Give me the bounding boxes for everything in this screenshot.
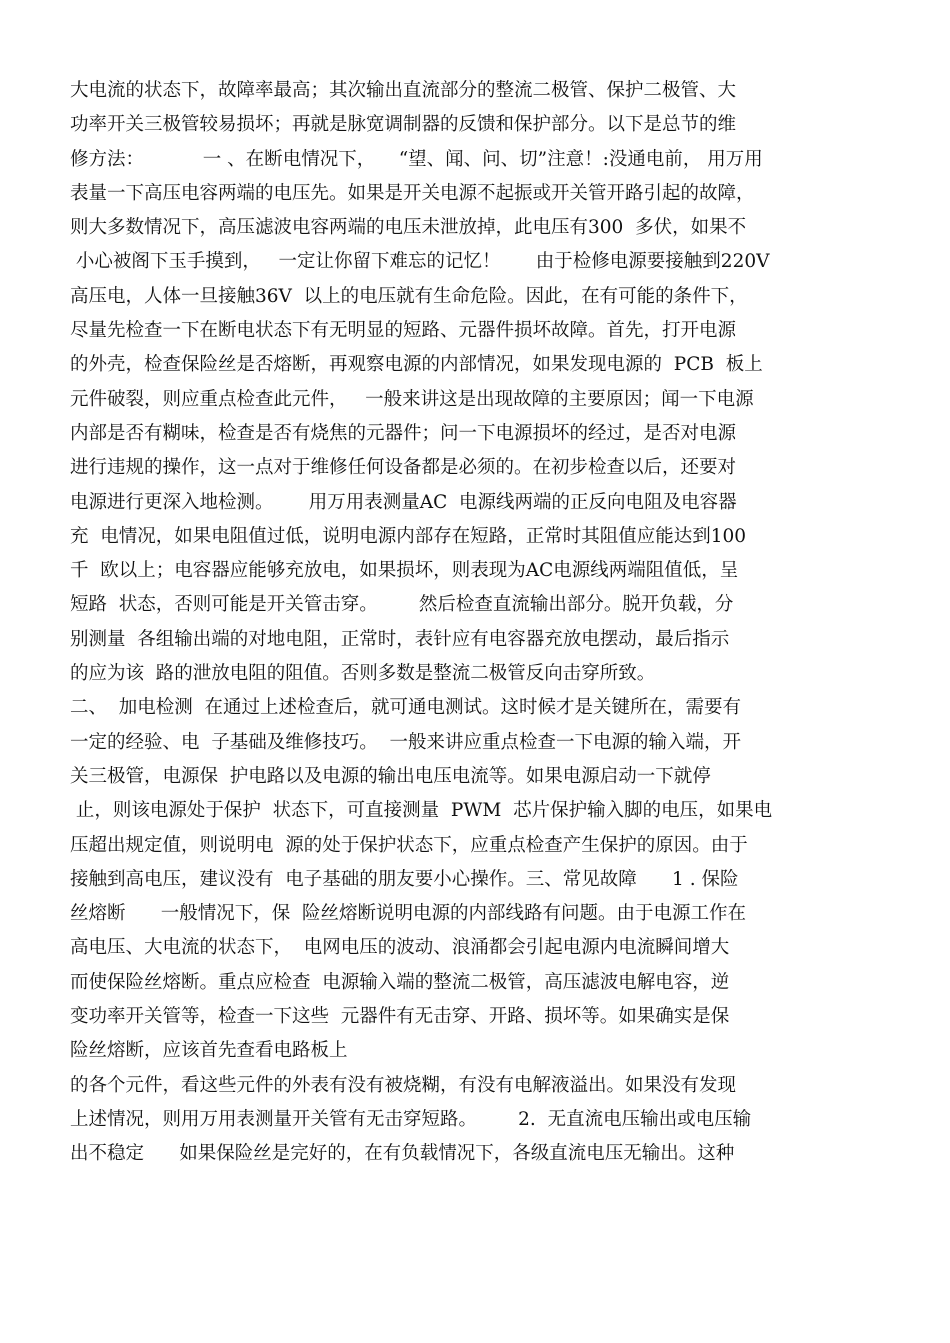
text-line: 千 欧以上；电容器应能够充放电，如果损坏，则表现为AC电源线两端阻值低，呈: [70, 560, 739, 582]
text-line: 元件破裂，则应重点检查此元件， 一般来讲这是出现故障的主要原因；闻一下电源: [70, 388, 754, 410]
text-line: 丝熔断 一般情况下，保 险丝熔断说明电源的内部线路有问题。由于电源工作在: [70, 903, 747, 925]
body-text: [70, 74, 885, 1172]
text-line: 高压电，人体一旦接触36V 以上的电压就有生命危险。因此，在有可能的条件下，: [70, 285, 748, 307]
text-line: 修方法： 一 、在断电情况下， “望、闻、问、切”注意！:没通电前， 用万用: [70, 148, 763, 170]
text-line: 尽量先检查一下在断电状态下有无明显的短路、元器件损坏故障。首先，打开电源: [70, 320, 737, 342]
text-line: 的外壳，检查保险丝是否熔断，再观察电源的内部情况，如果发现电源的 PCB 板上: [70, 354, 763, 376]
text-line: 别测量 各组输出端的对地电阻，正常时，表针应有电容器充放电摆动，最后指示: [70, 628, 730, 650]
text-line: 变功率开关管等，检查一下这些 元器件有无击穿、开路、损坏等。如果确实是保: [70, 1006, 730, 1028]
text-line: 小心被阁下玉手摸到， 一定让你留下难忘的记忆！ 由于检修电源要接触到220V: [70, 251, 770, 273]
text-line: 接触到高电压，建议没有 电子基础的朋友要小心操作。三、常见故障 1 . 保险: [70, 868, 739, 890]
text-line: 出不稳定 如果保险丝是完好的，在有负载情况下，各级直流电压无输出。这种: [70, 1143, 735, 1165]
text-line: 压超出规定值，则说明电 源的处于保护状态下，应重点检查产生保护的原因。由于: [70, 834, 748, 856]
text-line: 而使保险丝熔断。重点应检查 电源输入端的整流二极管，高压滤波电解电容，逆: [70, 971, 730, 993]
text-line: 充 电情况，如果电阻值过低，说明电源内部存在短路，正常时其阻值应能达到100: [70, 525, 747, 547]
text-line: 则大多数情况下，高压滤波电容两端的电压未泄放掉，此电压有300 多伏，如果不: [70, 217, 747, 239]
text-line: 关三极管，电源保 护电路以及电源的输出电压电流等。如果电源启动一下就停: [70, 765, 711, 787]
text-line: 内部是否有糊味，检查是否有烧焦的元器件；问一下电源损坏的经过，是否对电源: [70, 422, 737, 444]
text-line: 表量一下高压电容两端的电压先。如果是开关电源不起振或开关管开路引起的故障，: [70, 182, 755, 204]
text-line: 高电压、大电流的状态下， 电网电压的波动、浪涌都会引起电源内电流瞬间增大: [70, 937, 730, 959]
text-line: 功率开关三极管较易损坏；再就是脉宽调制器的反馈和保护部分。以下是总节的维: [70, 114, 737, 136]
text-line: 的各个元件，看这些元件的外表有没有被烧糊，有没有电解液溢出。如果没有发现: [70, 1074, 737, 1096]
text-line: 一定的经验、电 子基础及维修技巧。 一般来讲应重点检查一下电源的输入端，开: [70, 731, 742, 753]
text-line: 二、 加电检测 在通过上述检查后，就可通电测试。这时候才是关键所在，需要有: [70, 697, 742, 719]
text-line: 进行违规的操作，这一点对于维修任何设备都是必须的。在初步检查以后，还要对: [70, 457, 737, 479]
text-line: 大电流的状态下，故障率最高；其次输出直流部分的整流二极管、保护二极管、大: [70, 80, 737, 101]
text-line: 上述情况，则用万用表测量开关管有无击穿短路。 2. 无直流电压输出或电压输: [70, 1108, 752, 1130]
text-line: 短路 状态，否则可能是开关管击穿。 然后检查直流输出部分。脱开负载，分: [70, 594, 734, 616]
text-line: 的应为该 路的泄放电阻的阻值。否则多数是整流二极管反向击穿所致。: [70, 663, 656, 685]
text-line: 止，则该电源处于保护 状态下，可直接测量 PWM 芯片保护输入脚的电压，如果电: [70, 800, 773, 822]
text-line: 险丝熔断，应该首先查看电路板上: [70, 1040, 348, 1062]
text-line: 电源进行更深入地检测。 用万用表测量AC 电源线两端的正反向电阻及电容器: [70, 491, 737, 513]
